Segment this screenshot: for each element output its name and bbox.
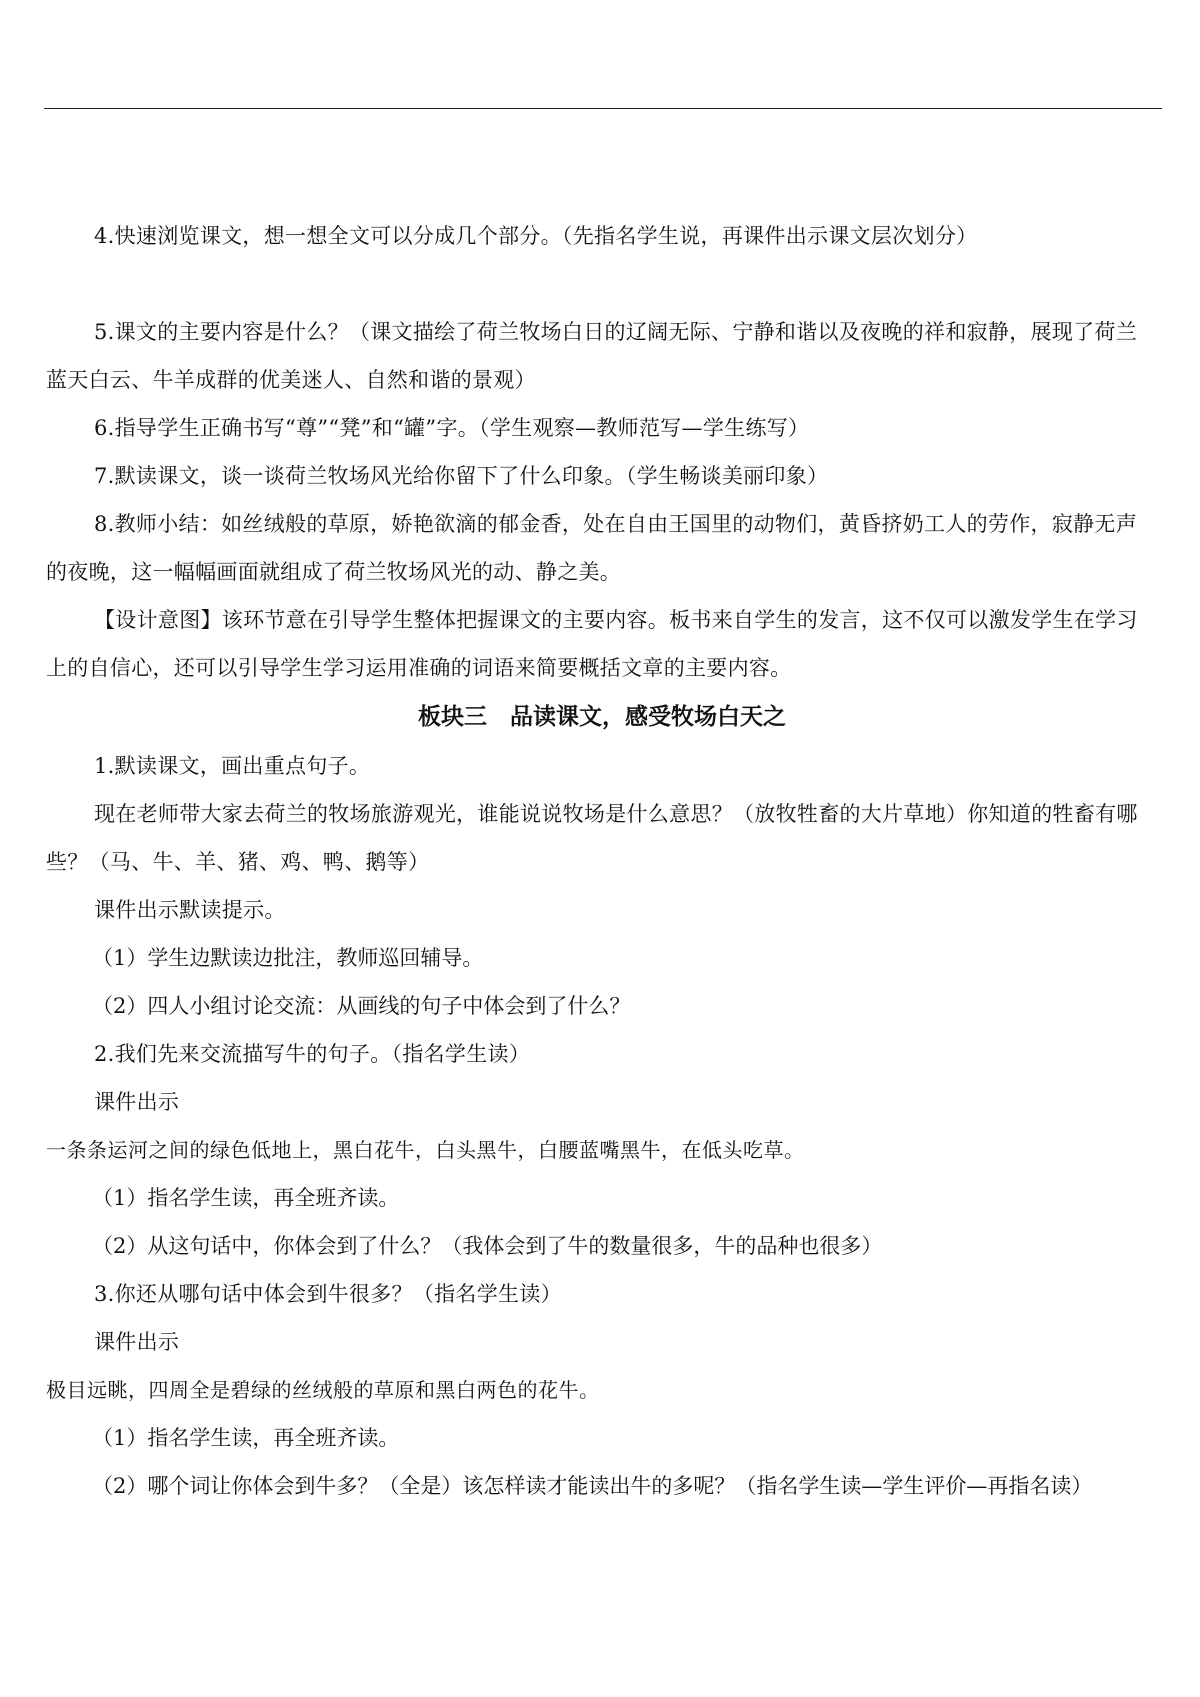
- step-2: 2.我们先来交流描写牛的句子。（指名学生读）: [94, 1042, 531, 1066]
- step-3-slide-label: 课件出示: [94, 1330, 180, 1354]
- blank-line: [46, 260, 1158, 308]
- paragraph-7: 7.默读课文，谈一谈荷兰牧场风光给你留下了什么印象。（学生畅谈美丽印象）: [94, 464, 829, 488]
- step-1: 1.默读课文，画出重点句子。: [94, 754, 371, 778]
- paragraph-4: 4.快速浏览课文，想一想全文可以分成几个部分。（先指名学生说，再课件出示课文层次划分）: [94, 224, 978, 248]
- step-3-slide-quote: 极目远眺，四周全是碧绿的丝绒般的草原和黑白两色的花牛。: [46, 1378, 600, 1402]
- paragraph-8: 8.教师小结：如丝绒般的草原，娇艳欲滴的郁金香，处在自由王国里的动物们，黄昏挤奶工人的劳作，寂静无声的夜晚，这一幅幅画面就组成了荷兰牧场风光的动、静之美。: [46, 512, 1138, 584]
- step-2-slide-label: 课件出示: [94, 1090, 180, 1114]
- step-2-sub-b: （2）从这句话中，你体会到了什么？（我体会到了牛的数量很多，牛的品种也很多）: [92, 1234, 883, 1258]
- step-2-slide-quote: 一条条运河之间的绿色低地上，黑白花牛，白头黑牛，白腰蓝嘴黑牛，在低头吃草。: [46, 1138, 805, 1162]
- paragraph-5: 5.课文的主要内容是什么？（课文描绘了荷兰牧场白日的辽阔无际、宁静和谐以及夜晚的祥和寂静，展现了荷兰蓝天白云、牛羊成群的优美迷人、自然和谐的景观）: [46, 320, 1138, 392]
- step-3-sub-b: （2）哪个词让你体会到牛多？（全是）该怎样读才能读出牛的多呢？（指名学生读—学生评价—再指名读）: [92, 1474, 1093, 1498]
- design-intent: 【设计意图】该环节意在引导学生整体把握课文的主要内容。板书来自学生的发言，这不仅可以激发学生在学习上的自信心，还可以引导学生学习运用准确的词语来简要概括文章的主要内容。: [46, 608, 1138, 680]
- step-3: 3.你还从哪句话中体会到牛很多？（指名学生读）: [94, 1282, 562, 1306]
- header-rule: [44, 108, 1162, 109]
- step-1-sub-b: （2）四人小组讨论交流：从画线的句子中体会到了什么？: [92, 994, 631, 1018]
- paragraph-6: 6.指导学生正确书写“尊”“凳”和“罐”字。（学生观察—教师范写—学生练写）: [94, 416, 810, 440]
- step-1-prompt: 课件出示默读提示。: [94, 898, 286, 922]
- step-3-sub-a: （1）指名学生读，再全班齐读。: [92, 1426, 400, 1450]
- step-1-sub-a: （1）学生边默读边批注，教师巡回辅导。: [92, 946, 484, 970]
- step-1-intro: 现在老师带大家去荷兰的牧场旅游观光，谁能说说牧场是什么意思？（放牧牲畜的大片草地）你知道的牲畜有哪些？（马、牛、羊、猪、鸡、鸭、鹅等）: [46, 802, 1138, 874]
- section-heading: 板块三 品读课文，感受牧场白天之: [418, 704, 786, 730]
- step-2-sub-a: （1）指名学生读，再全班齐读。: [92, 1186, 400, 1210]
- document-body: [46, 212, 1158, 1510]
